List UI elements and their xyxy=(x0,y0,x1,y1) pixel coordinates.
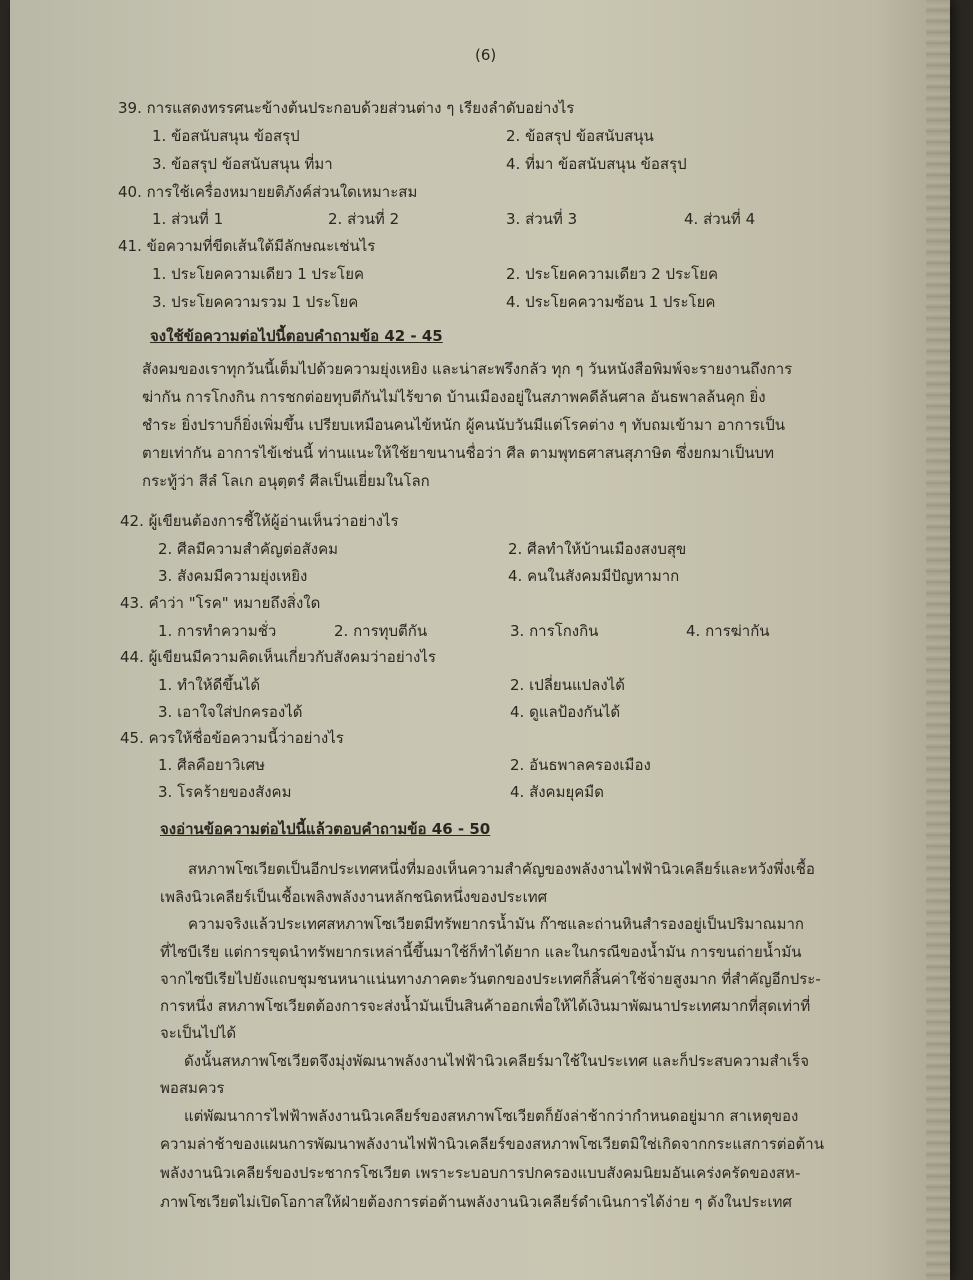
passage-1-line: กระทู้ว่า สีลํ โลเก อนุตฺตรํ ศีลเป็นเยี่ยมในโลก xyxy=(142,472,430,490)
passage-2-line: พลังงานนิวเคลียร์ของประชากรโซเวียต เพราะระบอบการปกครองแบบสังคมนิยมอันเคร่งครัดของสห- xyxy=(160,1164,801,1182)
passage-2-line: ภาพโซเวียตไม่เปิดโอกาสให้ฝ่ายต้องการต่อต้านพลังงานนิวเคลียร์ดำเนินการได้ง่าย ๆ ดังในประเทศ xyxy=(160,1193,792,1211)
q43-option-3: 3. การโกงกิน xyxy=(510,622,599,640)
q42-option-1: 2. ศีลมีความสำคัญต่อสังคม xyxy=(158,540,338,558)
question-42: 42. ผู้เขียนต้องการชี้ให้ผู้อ่านเห็นว่าอย่างไร xyxy=(120,512,399,530)
q41-option-4: 4. ประโยคความซ้อน 1 ประโยค xyxy=(506,293,716,311)
section-2-heading: จงอ่านข้อความต่อไปนี้แล้วตอบคำถามข้อ 46 - 50 xyxy=(160,820,491,838)
question-41: 41. ข้อความที่ขีดเส้นใต้มีลักษณะเช่นไร xyxy=(118,237,376,255)
q39-option-4: 4. ที่มา ข้อสนับสนุน ข้อสรุป xyxy=(506,155,687,173)
q41-option-2: 2. ประโยคความเดียว 2 ประโยค xyxy=(506,265,719,283)
passage-1-line: ฆ่ากัน การโกงกิน การชกต่อยทุบตีกันไม่ไร้ขาด บ้านเมืองอยู่ในสภาพคดีล้นศาล อันธพาลล้นคุก ยิ่ง xyxy=(142,388,766,406)
passage-2-line: เพลิงนิวเคลียร์เป็นเชื้อเพลิงพลังงานหลักชนิดหนึ่งของประเทศ xyxy=(160,888,548,906)
q45-option-4: 4. สังคมยุคมืด xyxy=(510,783,604,801)
passage-1-line: สังคมของเราทุกวันนี้เต็มไปด้วยความยุ่งเหยิง และน่าสะพรึงกลัว ทุก ๆ วันหนังสือพิมพ์จะรายงานถึงการ xyxy=(142,360,793,378)
q43-option-1: 1. การทำความชั่ว xyxy=(158,622,277,640)
passage-2-line: จากไซบีเรียไปยังแถบชุมชนหนาแน่นทางภาคตะวันตกของประเทศก็สิ้นค่าใช้จ่ายสูงมาก ที่สำคัญอีกประ- xyxy=(160,970,821,988)
q40-option-1: 1. ส่วนที่ 1 xyxy=(152,210,224,228)
q45-option-1: 1. ศีลคือยาวิเศษ xyxy=(158,756,266,774)
passage-2-line: จะเป็นไปได้ xyxy=(160,1024,237,1042)
q42-option-3: 3. สังคมมีความยุ่งเหยิง xyxy=(158,567,308,585)
passage-2-line: ที่ไซบีเรีย แต่การขุดนำทรัพยากรเหล่านี้ขึ้นมาใช้ก็ทำได้ยาก และในกรณีของน้ำมัน การขนถ่ายน้ำมัน xyxy=(160,943,802,961)
passage-2-line: ดังนั้นสหภาพโซเวียตจึงมุ่งพัฒนาพลังงานไฟฟ้านิวเคลียร์มาใช้ในประเทศ และก็ประสบความสำเร็จ xyxy=(184,1052,810,1070)
q43-option-4: 4. การฆ่ากัน xyxy=(686,622,770,640)
q40-option-4: 4. ส่วนที่ 4 xyxy=(684,210,756,228)
passage-2-line: พอสมควร xyxy=(160,1079,225,1097)
section-1-heading: จงใช้ข้อความต่อไปนี้ตอบคำถามข้อ 42 - 45 xyxy=(150,327,443,345)
q43-option-2: 2. การทุบตีกัน xyxy=(334,622,428,640)
passage-1-line: ตายเท่ากัน อาการไข้เช่นนี้ ท่านแนะให้ใช้ยาขนานชื่อว่า ศีล ตามพุทธศาสนสุภาษิต ซึ่งยกมาเป็นบท xyxy=(142,444,775,462)
question-44: 44. ผู้เขียนมีความคิดเห็นเกี่ยวกับสังคมว่าอย่างไร xyxy=(120,648,436,666)
passage-2-line: ความล่าช้าของแผนการพัฒนาพลังงานไฟฟ้านิวเคลียร์ของสหภาพโซเวียตมิใช่เกิดจากกระแสการต่อต้าน xyxy=(160,1135,824,1153)
q44-option-2: 2. เปลี่ยนแปลงได้ xyxy=(510,676,625,694)
q45-option-2: 2. อันธพาลครองเมือง xyxy=(510,756,651,774)
question-39: 39. การแสดงทรรศนะข้างต้นประกอบด้วยส่วนต่าง ๆ เรียงลำดับอย่างไร xyxy=(118,99,575,117)
q42-option-4: 4. คนในสังคมมีปัญหามาก xyxy=(508,567,680,585)
page-number: (6) xyxy=(475,46,497,64)
q39-option-3: 3. ข้อสรุป ข้อสนับสนุน ที่มา xyxy=(152,155,333,173)
q40-option-2: 2. ส่วนที่ 2 xyxy=(328,210,400,228)
q39-option-1: 1. ข้อสนับสนุน ข้อสรุป xyxy=(152,127,300,145)
q45-option-3: 3. โรคร้ายของสังคม xyxy=(158,783,292,801)
exam-page xyxy=(10,0,950,1280)
passage-2-line: แต่พัฒนาการไฟฟ้าพลังงานนิวเคลียร์ของสหภาพโซเวียตก็ยังล่าช้ากว่ากำหนดอยู่มาก สาเหตุของ xyxy=(184,1107,799,1125)
q44-option-1: 1. ทำให้ดีขึ้นได้ xyxy=(158,676,261,694)
question-43: 43. คำว่า "โรค" หมายถึงสิ่งใด xyxy=(120,594,321,612)
passage-1-line: ชำระ ยิ่งปราบก็ยิ่งเพิ่มขึ้น เปรียบเหมือนคนไข้หนัก ผู้คนนับวันมีแต่โรคต่าง ๆ ทับถมเข้ามา อาการเป็น xyxy=(142,416,785,434)
passage-2-line: การหนึ่ง สหภาพโซเวียตต้องการจะส่งน้ำมันเป็นสินค้าออกเพื่อให้ได้เงินมาพัฒนาประเทศมากที่สุดเท่าที่ xyxy=(160,997,811,1015)
page-edge xyxy=(926,0,950,1280)
q39-option-2: 2. ข้อสรุป ข้อสนับสนุน xyxy=(506,127,654,145)
q42-option-2: 2. ศีลทำให้บ้านเมืองสงบสุข xyxy=(508,540,687,558)
passage-2-line: ความจริงแล้วประเทศสหภาพโซเวียตมีทรัพยากรน้ำมัน ก๊าซและถ่านหินสำรองอยู่เป็นปริมาณมาก xyxy=(188,915,804,933)
question-40: 40. การใช้เครื่องหมายยติภังค์ส่วนใดเหมาะสม xyxy=(118,183,418,201)
q44-option-3: 3. เอาใจใส่ปกครองได้ xyxy=(158,703,303,721)
q40-option-3: 3. ส่วนที่ 3 xyxy=(506,210,578,228)
q41-option-3: 3. ประโยคความรวม 1 ประโยค xyxy=(152,293,359,311)
q41-option-1: 1. ประโยคความเดียว 1 ประโยค xyxy=(152,265,365,283)
question-45: 45. ควรให้ชื่อข้อความนี้ว่าอย่างไร xyxy=(120,729,344,747)
passage-2-line: สหภาพโซเวียตเป็นอีกประเทศหนึ่งที่มองเห็นความสำคัญของพลังงานไฟฟ้านิวเคลียร์และหวังพึ่งเชื้อ xyxy=(188,860,815,878)
q44-option-4: 4. ดูแลป้องกันได้ xyxy=(510,703,621,721)
